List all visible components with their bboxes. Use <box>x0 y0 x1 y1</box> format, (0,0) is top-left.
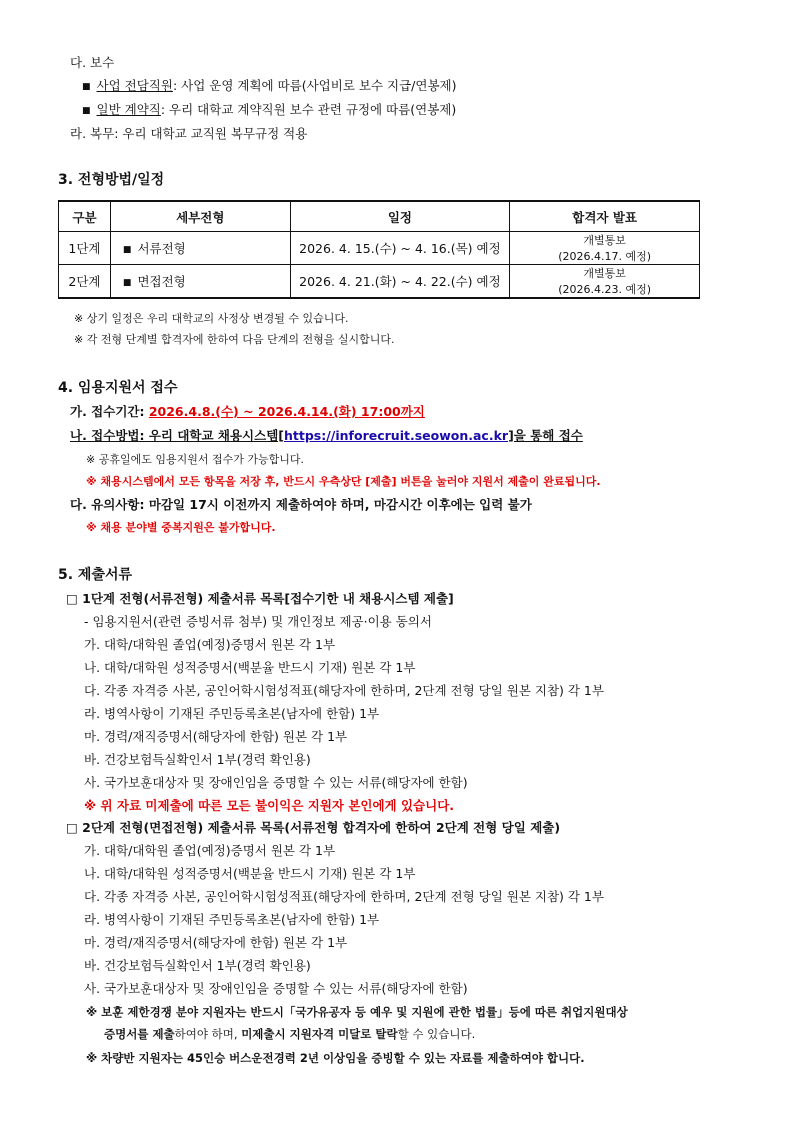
schedule-note-stage: ※ 각 전형 단계별 합격자에 한하여 다음 단계의 전형을 실시합니다. <box>74 333 395 346</box>
table-row <box>59 232 700 265</box>
service-rule: 라. 복무: 우리 대학교 교직원 복무규정 적용 <box>70 126 308 141</box>
announce-cell: 개별통보 (2026.4.23. 예정) <box>510 265 700 299</box>
header-schedule: 일정 <box>290 201 510 232</box>
list-item: 가. 대학/대학원 졸업(예정)증명서 원본 각 1부 <box>84 637 336 652</box>
caution-line: 다. 유의사항: 마감일 17시 이전까지 제출하여야 하며, 마감시간 이후에는 입력 불가 <box>70 497 532 512</box>
list-item: 나. 대학/대학원 성적증명서(백분율 반드시 기재) 원본 각 1부 <box>84 660 416 675</box>
list-item: 라. 병역사항이 기재된 주민등록초본(남자에 한함) 1부 <box>84 912 380 927</box>
header-stage: 구분 <box>59 201 111 232</box>
group2-title: □ 2단계 전형(면접전형) 제출서류 목록(서류전형 합격자에 한하여 2단계 전형 당일 제출) <box>66 820 561 835</box>
list-item: 라. 병역사항이 기재된 주민등록초본(남자에 한함) 1부 <box>84 706 380 721</box>
veteran-note-line2: 증명서를 제출하여야 하며, 미제출시 지원자격 미달로 탈락할 수 있습니다. <box>104 1027 476 1041</box>
section4-title: 4. 임용지원서 접수 <box>58 380 178 396</box>
section5-title: 5. 제출서류 <box>58 567 133 583</box>
pay-heading: 다. 보수 <box>70 55 115 70</box>
table-header-row <box>59 201 700 232</box>
application-period: 가. 접수기간: 2026.4.8.(수) ~ 2026.4.14.(화) 17:00까지 <box>70 404 425 419</box>
list-item: 마. 경력/재직증명서(해당자에 한함) 원본 각 1부 <box>84 729 348 744</box>
header-detail: 세부전형 <box>110 201 290 232</box>
list-item: 다. 각종 자격증 사본, 공인어학시험성적표(해당자에 한하며, 2단계 전형 당일 원본 지참) 각 1부 <box>84 683 604 698</box>
group1-title: □ 1단계 전형(서류전형) 제출서류 목록[접수기한 내 채용시스템 제출] <box>66 591 454 606</box>
bullet-icon: ■ <box>122 278 132 288</box>
list-item: 가. 대학/대학원 졸업(예정)증명서 원본 각 1부 <box>84 843 336 858</box>
veteran-note-line1: ※ 보훈 제한경쟁 분야 지원자는 반드시「국가유공자 등 예우 및 지원에 관한 법률」등에 따른 취업지원대상 <box>86 1005 628 1019</box>
application-method: 나. 접수방법: 우리 대학교 채용시스템[https://inforecruit.seowon.ac.kr]을 통해 접수 <box>70 428 583 443</box>
schedule-cell: 2026. 4. 21.(화) ~ 4. 22.(수) 예정 <box>290 265 510 299</box>
bullet-icon: ■ <box>82 106 91 116</box>
stage-cell: 2단계 <box>59 265 111 299</box>
list-item: 마. 경력/재직증명서(해당자에 한함) 원본 각 1부 <box>84 935 348 950</box>
bullet-icon: ■ <box>122 245 132 255</box>
header-announce: 합격자 발표 <box>510 201 700 232</box>
list-item: 바. 건강보험득실확인서 1부(경력 확인용) <box>84 752 311 767</box>
bullet-icon: ■ <box>82 82 91 92</box>
group1-subtitle: - 임용지원서(관련 증빙서류 첨부) 및 개인정보 제공·이용 동의서 <box>84 614 432 629</box>
schedule-note-change: ※ 상기 일정은 우리 대학교의 사정상 변경될 수 있습니다. <box>74 312 349 325</box>
detail-cell: ■ 서류전형 <box>110 232 290 265</box>
stage-cell: 1단계 <box>59 232 111 265</box>
holiday-note: ※ 공휴일에도 임용지원서 접수가 가능합니다. <box>86 453 304 466</box>
driver-note: ※ 차량반 지원자는 45인승 버스운전경력 2년 이상임을 증빙할 수 있는 자료를 제출하여야 합니다. <box>86 1051 585 1065</box>
list-item: 사. 국가보훈대상자 및 장애인임을 증명할 수 있는 서류(해당자에 한함) <box>84 981 468 996</box>
list-item: 다. 각종 자격증 사본, 공인어학시험성적표(해당자에 한하며, 2단계 전형 당일 원본 지참) 각 1부 <box>84 889 604 904</box>
pay-item-contract: ■ 일반 계약직: 우리 대학교 계약직원 보수 관련 규정에 따름(연봉제) <box>82 102 457 117</box>
list-item: 사. 국가보훈대상자 및 장애인임을 증명할 수 있는 서류(해당자에 한함) <box>84 775 468 790</box>
group1-warning: ※ 위 자료 미제출에 따른 모든 불이익은 지원자 본인에게 있습니다. <box>84 798 455 813</box>
schedule-table <box>58 200 700 299</box>
table-row <box>59 265 700 299</box>
submit-note: ※ 채용시스템에서 모든 항목을 저장 후, 반드시 우측상단 [제출] 버튼을 눌러야 지원서 제출이 완료됩니다. <box>86 475 601 488</box>
list-item: 나. 대학/대학원 성적증명서(백분율 반드시 기재) 원본 각 1부 <box>84 866 416 881</box>
announce-cell: 개별통보 (2026.4.17. 예정) <box>510 232 700 265</box>
detail-cell: ■ 면접전형 <box>110 265 290 299</box>
duplicate-note: ※ 채용 분야별 중복지원은 불가합니다. <box>86 521 276 534</box>
list-item: 바. 건강보험득실확인서 1부(경력 확인용) <box>84 958 311 973</box>
section3-title: 3. 전형방법/일정 <box>58 172 165 188</box>
pay-item-project-staff: ■ 사업 전담직원: 사업 운영 계획에 따름(사업비로 보수 지급/연봉제) <box>82 78 457 93</box>
schedule-cell: 2026. 4. 15.(수) ~ 4. 16.(목) 예정 <box>290 232 510 265</box>
recruit-system-link[interactable]: https://inforecruit.seowon.ac.kr <box>284 428 509 443</box>
